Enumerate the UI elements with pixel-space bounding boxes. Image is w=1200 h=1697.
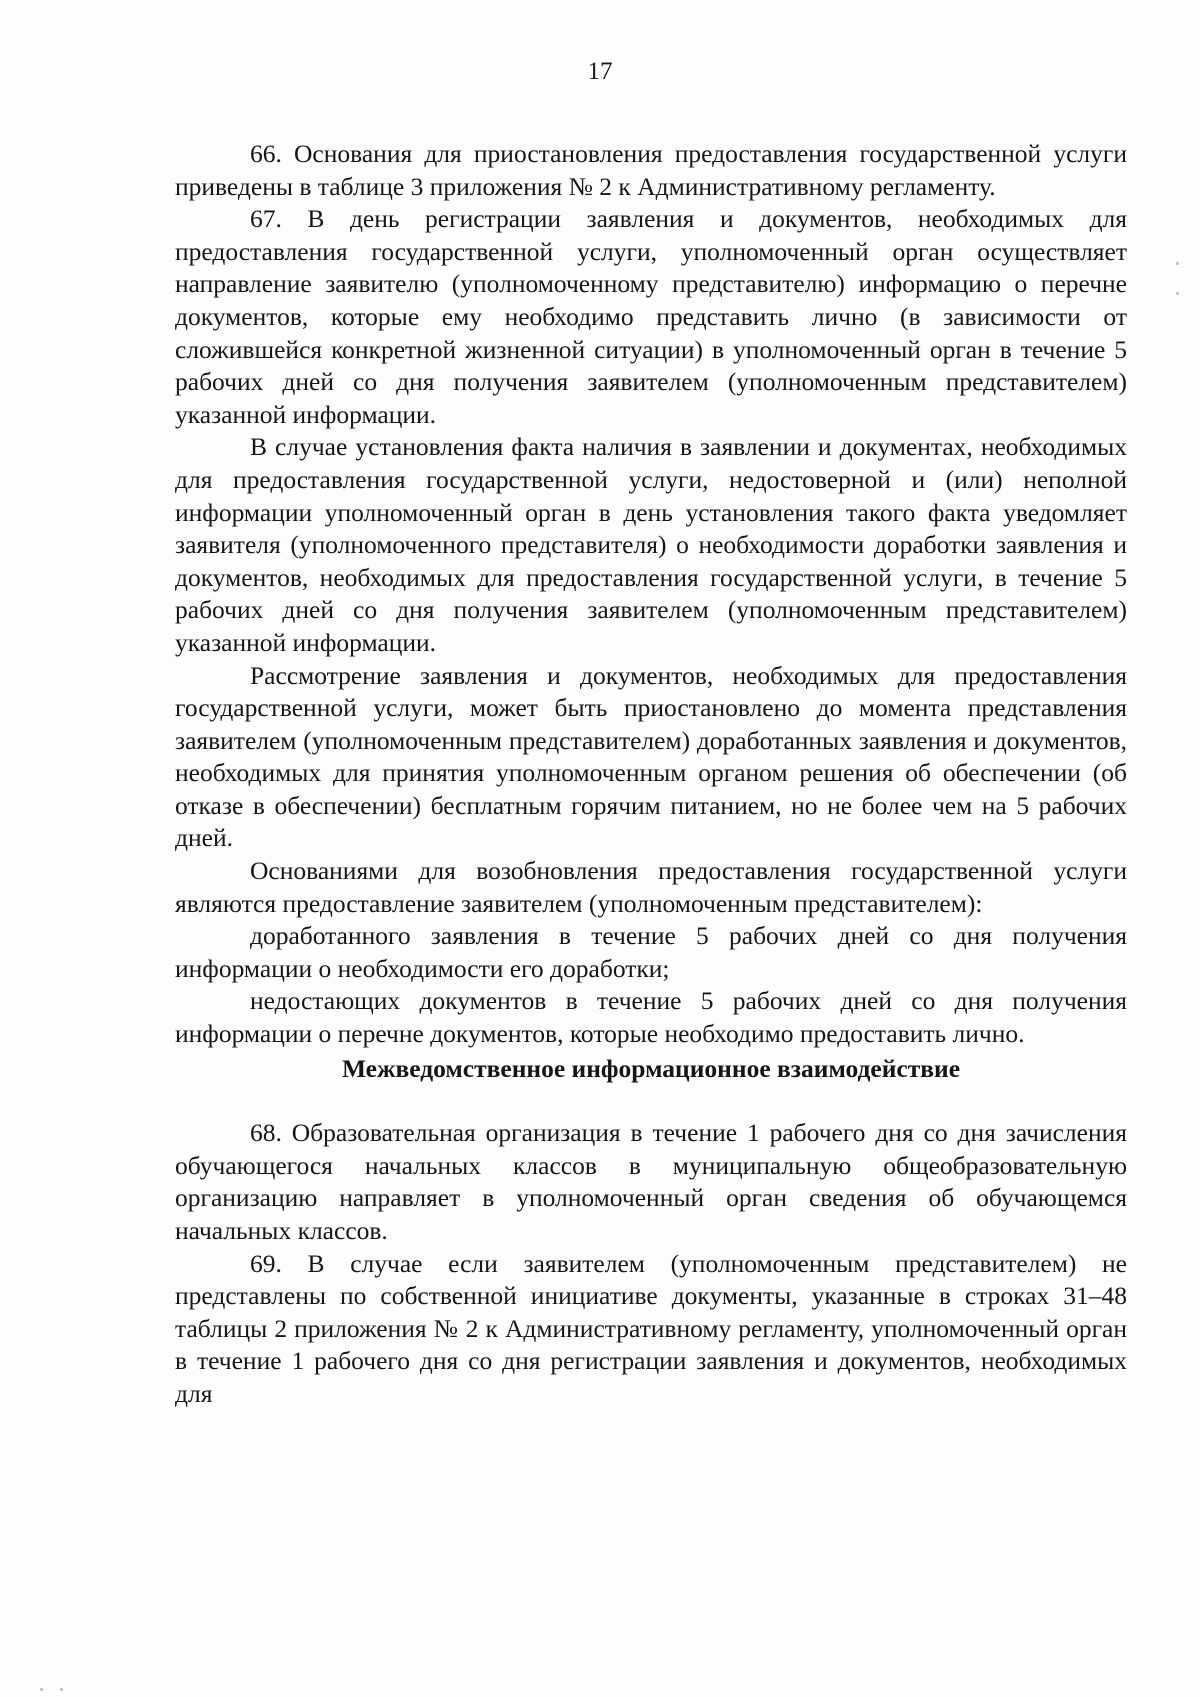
paragraph-resumption-grounds: Основаниями для возобновления предоставления государственной услуги являются предоставление заявителем (уполномоченным представителем): — [175, 856, 1127, 918]
scan-speck — [60, 1688, 63, 1691]
document-body — [175, 138, 1127, 1411]
paragraph-suspension: Рассмотрение заявления и документов, необходимых для предоставления государственной услуги, может быть приостановлено до момента представления заявителем (уполномоченным представителем) доработанных заявления и документов, необходимых для принятия уполномоченным органом решения об обеспечении (об отказе в обеспечении) бесплатным горячим питанием, но не более чем на 5 рабочих дней. — [175, 660, 1127, 853]
paragraph-69: 69. В случае если заявителем (уполномоченным представителем) не представлены по собственной инициативе документы, указанные в строках 31–48 таблицы 2 приложения № 2 к Административному регламенту, уполномоченный орган в течение 1 рабочего дня со дня регистрации заявления и документов, необходимых для — [175, 1248, 1127, 1408]
scan-speck — [40, 1688, 43, 1691]
paragraph-67: 67. В день регистрации заявления и документов, необходимых для предоставления государственной услуги, уполномоченный орган осуществляет направление заявителю (уполномоченному представителю) информацию о перечне документов, которые ему необходимо представить лично (в зависимости от сложившейся конкретной жизненной ситуации) в уполномоченный орган в течение 5 рабочих дней со дня получения заявителем (уполномоченным представителем) указанной информации. — [175, 204, 1127, 429]
paragraph-68: 68. Образовательная организация в течение 1 рабочего дня со дня зачисления обучающегося начальных классов в муниципальную общеобразовательную организацию направляет в уполномоченный орган сведения об обучающемся начальных классов. — [175, 1118, 1127, 1245]
paragraph-incomplete-info: В случае установления факта наличия в заявлении и документах, необходимых для предоставления государственной услуги, недостоверной и (или) неполной информации уполномоченный орган в день установления такого факта уведомляет заявителя (уполномоченного представителя) о необходимости доработки заявления и документов, необходимых для предоставления государственной услуги, в течение 5 рабочих дней со дня получения заявителем (уполномоченным представителем) указанной информации. — [175, 432, 1127, 657]
page-number: 17 — [587, 58, 613, 85]
section-heading: Межведомственное информационное взаимодействие — [341, 1053, 961, 1083]
paragraph-revised-application: доработанного заявления в течение 5 рабочих дней со дня получения информации о необходимости его доработки; — [175, 921, 1127, 983]
scan-speck — [1176, 292, 1179, 295]
paragraph-66: 66. Основания для приостановления предоставления государственной услуги приведены в таблице 3 приложения № 2 к Административному регламенту. — [175, 139, 1127, 201]
paragraph-missing-documents: недостающих документов в течение 5 рабочих дней со дня получения информации о перечне документов, которые необходимо предоставить лично. — [175, 986, 1127, 1049]
scan-speck — [1176, 262, 1179, 265]
